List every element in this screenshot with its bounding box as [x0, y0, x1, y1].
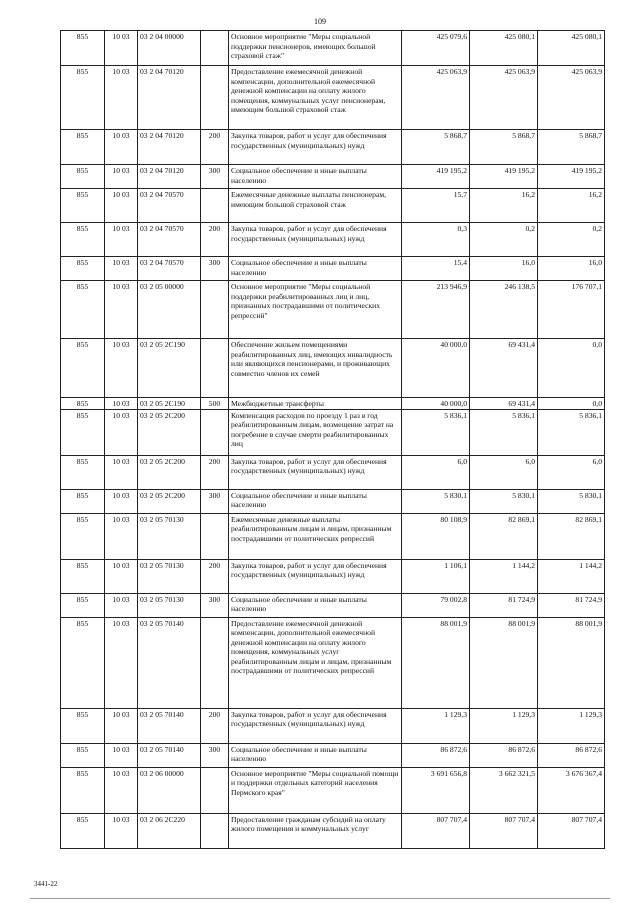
expense-type-cell — [201, 767, 229, 813]
target-article-cell: 03 2 04 00000 — [138, 31, 201, 66]
section-cell: 10 03 — [105, 593, 138, 617]
section-cell: 10 03 — [105, 31, 138, 66]
name-cell: Обеспечение жильем помещениями реабилитированных лиц, имеющих инвалидность или являющихся пенсионерами, и проживающих совместно членов их семей — [229, 339, 402, 398]
name-cell: Межбюджетные трансферты — [229, 398, 402, 410]
ved-cell: 855 — [61, 398, 105, 410]
amount-year1-cell: 86 872,6 — [402, 743, 470, 767]
target-article-cell: 03 2 04 70120 — [138, 165, 201, 189]
expense-type-cell — [201, 281, 229, 339]
amount-year2-cell: 1 129,3 — [470, 708, 538, 743]
name-cell: Предоставление ежемесячной денежной компенсации, дополнительной ежемесячной денежной компенсации на оплату жилого помещения, коммунальных услуг реабилитированным лицам и лицам, признанным пострадавшими от политических репрессий — [229, 617, 402, 708]
section-cell: 10 03 — [105, 66, 138, 130]
amount-year1-cell: 3 691 656,8 — [402, 767, 470, 813]
target-article-cell: 03 2 05 2С200 — [138, 455, 201, 489]
amount-year1-cell: 6,0 — [402, 455, 470, 489]
amount-year3-cell: 176 707,1 — [538, 281, 605, 339]
amount-year2-cell: 425 080,1 — [470, 31, 538, 66]
amount-year2-cell: 69 431,4 — [470, 339, 538, 398]
expense-type-cell — [201, 189, 229, 223]
ved-cell: 855 — [61, 66, 105, 130]
target-article-cell: 03 2 05 2С190 — [138, 398, 201, 410]
section-cell: 10 03 — [105, 617, 138, 708]
document-code: 3441-22 — [34, 880, 58, 888]
amount-year1-cell: 5 868,7 — [402, 130, 470, 165]
amount-year1-cell: 419 195,2 — [402, 165, 470, 189]
target-article-cell: 03 2 04 70120 — [138, 66, 201, 130]
amount-year1-cell: 1 129,3 — [402, 708, 470, 743]
target-article-cell: 03 2 06 00000 — [138, 767, 201, 813]
amount-year1-cell: 425 079,6 — [402, 31, 470, 66]
table-row — [61, 130, 605, 165]
target-article-cell: 03 2 05 70130 — [138, 593, 201, 617]
expense-type-cell — [201, 409, 229, 455]
ved-cell: 855 — [61, 281, 105, 339]
amount-year3-cell: 425 063,9 — [538, 66, 605, 130]
amount-year2-cell: 82 869,1 — [470, 513, 538, 559]
expense-type-cell: 300 — [201, 743, 229, 767]
name-cell: Социальное обеспечение и иные выплаты населению — [229, 165, 402, 189]
table-row — [61, 813, 605, 848]
amount-year1-cell: 79 002,8 — [402, 593, 470, 617]
expense-type-cell — [201, 813, 229, 848]
ved-cell: 855 — [61, 617, 105, 708]
table-row — [61, 339, 605, 398]
table-row — [61, 617, 605, 708]
amount-year2-cell: 16,2 — [470, 189, 538, 223]
amount-year2-cell: 807 707,4 — [470, 813, 538, 848]
amount-year1-cell: 807 707,4 — [402, 813, 470, 848]
target-article-cell: 03 2 04 70570 — [138, 257, 201, 281]
ved-cell: 855 — [61, 743, 105, 767]
amount-year2-cell: 69 431,4 — [470, 398, 538, 410]
section-cell: 10 03 — [105, 489, 138, 513]
amount-year3-cell: 0,0 — [538, 398, 605, 410]
table-row — [61, 708, 605, 743]
ved-cell: 855 — [61, 708, 105, 743]
target-article-cell: 03 2 05 70140 — [138, 708, 201, 743]
table-row — [61, 767, 605, 813]
amount-year3-cell: 5 836,1 — [538, 409, 605, 455]
expense-type-cell: 500 — [201, 398, 229, 410]
name-cell: Социальное обеспечение и иные выплаты населению — [229, 743, 402, 767]
expense-type-cell — [201, 339, 229, 398]
section-cell: 10 03 — [105, 455, 138, 489]
ved-cell: 855 — [61, 130, 105, 165]
amount-year3-cell: 16,0 — [538, 257, 605, 281]
amount-year3-cell: 0,2 — [538, 223, 605, 257]
target-article-cell: 03 2 05 70130 — [138, 559, 201, 593]
name-cell: Ежемесячные денежные выплаты реабилитированным лицам и лицам, признанным пострадавшими от политических репрессий — [229, 513, 402, 559]
target-article-cell: 03 2 05 70140 — [138, 743, 201, 767]
expense-type-cell: 300 — [201, 165, 229, 189]
target-article-cell: 03 2 06 2С220 — [138, 813, 201, 848]
amount-year1-cell: 425 063,9 — [402, 66, 470, 130]
budget-table — [60, 30, 605, 849]
expense-type-cell: 200 — [201, 455, 229, 489]
amount-year1-cell: 40 000,0 — [402, 339, 470, 398]
amount-year2-cell: 246 138,5 — [470, 281, 538, 339]
amount-year3-cell: 82 869,1 — [538, 513, 605, 559]
table-row — [61, 257, 605, 281]
name-cell: Закупка товаров, работ и услуг для обеспечения государственных (муниципальных) нужд — [229, 130, 402, 165]
name-cell: Закупка товаров, работ и услуг для обеспечения государственных (муниципальных) нужд — [229, 559, 402, 593]
table-row — [61, 281, 605, 339]
expense-type-cell — [201, 513, 229, 559]
name-cell: Социальное обеспечение и иные выплаты населению — [229, 257, 402, 281]
amount-year3-cell: 1 144,2 — [538, 559, 605, 593]
table-row — [61, 398, 605, 410]
amount-year3-cell: 86 872,6 — [538, 743, 605, 767]
section-cell: 10 03 — [105, 223, 138, 257]
section-cell: 10 03 — [105, 398, 138, 410]
table-row — [61, 489, 605, 513]
amount-year2-cell: 0,2 — [470, 223, 538, 257]
target-article-cell: 03 2 04 70570 — [138, 189, 201, 223]
amount-year1-cell: 5 836,1 — [402, 409, 470, 455]
amount-year2-cell: 5 830,1 — [470, 489, 538, 513]
amount-year1-cell: 5 830,1 — [402, 489, 470, 513]
page-bottom-rule — [30, 898, 610, 899]
table-row — [61, 455, 605, 489]
section-cell: 10 03 — [105, 559, 138, 593]
table-row — [61, 559, 605, 593]
section-cell: 10 03 — [105, 708, 138, 743]
name-cell: Социальное обеспечение и иные выплаты населению — [229, 489, 402, 513]
expense-type-cell: 300 — [201, 257, 229, 281]
amount-year1-cell: 15,4 — [402, 257, 470, 281]
ved-cell: 855 — [61, 593, 105, 617]
section-cell: 10 03 — [105, 339, 138, 398]
ved-cell: 855 — [61, 257, 105, 281]
ved-cell: 855 — [61, 455, 105, 489]
name-cell: Предоставление ежемесячной денежной компенсации, дополнительной ежемесячной денежной компенсации на оплату жилого помещения, коммунальных услуг пенсионерам, имеющим большой страховой стаж — [229, 66, 402, 130]
amount-year2-cell: 1 144,2 — [470, 559, 538, 593]
amount-year2-cell: 6,0 — [470, 455, 538, 489]
section-cell: 10 03 — [105, 813, 138, 848]
target-article-cell: 03 2 05 70140 — [138, 617, 201, 708]
ved-cell: 855 — [61, 489, 105, 513]
section-cell: 10 03 — [105, 767, 138, 813]
expense-type-cell: 200 — [201, 130, 229, 165]
amount-year1-cell: 213 946,9 — [402, 281, 470, 339]
amount-year3-cell: 1 129,3 — [538, 708, 605, 743]
section-cell: 10 03 — [105, 130, 138, 165]
ved-cell: 855 — [61, 339, 105, 398]
amount-year2-cell: 5 868,7 — [470, 130, 538, 165]
amount-year3-cell: 6,0 — [538, 455, 605, 489]
name-cell: Основное мероприятие "Меры социальной поддержки пенсионеров, имеющих большой страховой стаж" — [229, 31, 402, 66]
table-row — [61, 593, 605, 617]
amount-year2-cell: 3 662 321,5 — [470, 767, 538, 813]
table-row — [61, 223, 605, 257]
section-cell: 10 03 — [105, 189, 138, 223]
section-cell: 10 03 — [105, 165, 138, 189]
name-cell: Основное мероприятие "Меры социальной помощи и поддержки отдельных категорий населения Пермского края" — [229, 767, 402, 813]
table-row — [61, 513, 605, 559]
name-cell: Основное мероприятие "Меры социальной поддержки реабилитированных лиц и лиц, признанных пострадавшими от политических репрессий" — [229, 281, 402, 339]
amount-year2-cell: 16,0 — [470, 257, 538, 281]
expense-type-cell — [201, 66, 229, 130]
amount-year3-cell: 5 830,1 — [538, 489, 605, 513]
name-cell: Компенсация расходов по проезду 1 раз в год реабилитированным лицам, возмещение затрат на погребение в случае смерти реабилитированных лиц — [229, 409, 402, 455]
amount-year3-cell: 16,2 — [538, 189, 605, 223]
amount-year2-cell: 88 001,9 — [470, 617, 538, 708]
target-article-cell: 03 2 05 70130 — [138, 513, 201, 559]
amount-year1-cell: 15,7 — [402, 189, 470, 223]
table-row — [61, 66, 605, 130]
ved-cell: 855 — [61, 409, 105, 455]
amount-year1-cell: 88 001,9 — [402, 617, 470, 708]
expense-type-cell: 200 — [201, 708, 229, 743]
ved-cell: 855 — [61, 813, 105, 848]
target-article-cell: 03 2 05 2С200 — [138, 489, 201, 513]
name-cell: Социальное обеспечение и иные выплаты населению — [229, 593, 402, 617]
section-cell: 10 03 — [105, 281, 138, 339]
name-cell: Ежемесячные денежные выплаты пенсионерам, имеющим большой страховой стаж — [229, 189, 402, 223]
table-row — [61, 31, 605, 66]
amount-year3-cell: 0,0 — [538, 339, 605, 398]
amount-year3-cell: 419 195,2 — [538, 165, 605, 189]
ved-cell: 855 — [61, 165, 105, 189]
amount-year3-cell: 81 724,9 — [538, 593, 605, 617]
expense-type-cell: 300 — [201, 593, 229, 617]
amount-year3-cell: 425 080,1 — [538, 31, 605, 66]
target-article-cell: 03 2 05 2С200 — [138, 409, 201, 455]
section-cell: 10 03 — [105, 257, 138, 281]
ved-cell: 855 — [61, 559, 105, 593]
ved-cell: 855 — [61, 31, 105, 66]
ved-cell: 855 — [61, 513, 105, 559]
expense-type-cell — [201, 31, 229, 66]
amount-year2-cell: 81 724,9 — [470, 593, 538, 617]
ved-cell: 855 — [61, 223, 105, 257]
page-number: 109 — [314, 17, 326, 26]
amount-year2-cell: 5 836,1 — [470, 409, 538, 455]
expense-type-cell: 200 — [201, 559, 229, 593]
section-cell: 10 03 — [105, 743, 138, 767]
table-row — [61, 165, 605, 189]
name-cell: Закупка товаров, работ и услуг для обеспечения государственных (муниципальных) нужд — [229, 455, 402, 489]
ved-cell: 855 — [61, 189, 105, 223]
amount-year1-cell: 40 000,0 — [402, 398, 470, 410]
expense-type-cell — [201, 617, 229, 708]
name-cell: Предоставление гражданам субсидий на оплату жилого помещения и коммунальных услуг — [229, 813, 402, 848]
section-cell: 10 03 — [105, 409, 138, 455]
amount-year3-cell: 88 001,9 — [538, 617, 605, 708]
section-cell: 10 03 — [105, 513, 138, 559]
expense-type-cell: 300 — [201, 489, 229, 513]
amount-year3-cell: 807 707,4 — [538, 813, 605, 848]
target-article-cell: 03 2 05 2С190 — [138, 339, 201, 398]
table-row — [61, 743, 605, 767]
amount-year2-cell: 425 063,9 — [470, 66, 538, 130]
table-row — [61, 189, 605, 223]
name-cell: Закупка товаров, работ и услуг для обеспечения государственных (муниципальных) нужд — [229, 708, 402, 743]
amount-year2-cell: 86 872,6 — [470, 743, 538, 767]
ved-cell: 855 — [61, 767, 105, 813]
amount-year3-cell: 5 868,7 — [538, 130, 605, 165]
amount-year1-cell: 80 108,9 — [402, 513, 470, 559]
expense-type-cell: 200 — [201, 223, 229, 257]
amount-year1-cell: 1 106,1 — [402, 559, 470, 593]
table-row — [61, 409, 605, 455]
amount-year2-cell: 419 195,2 — [470, 165, 538, 189]
amount-year1-cell: 0,3 — [402, 223, 470, 257]
name-cell: Закупка товаров, работ и услуг для обеспечения государственных (муниципальных) нужд — [229, 223, 402, 257]
target-article-cell: 03 2 04 70570 — [138, 223, 201, 257]
target-article-cell: 03 2 05 00000 — [138, 281, 201, 339]
target-article-cell: 03 2 04 70120 — [138, 130, 201, 165]
amount-year3-cell: 3 676 367,4 — [538, 767, 605, 813]
